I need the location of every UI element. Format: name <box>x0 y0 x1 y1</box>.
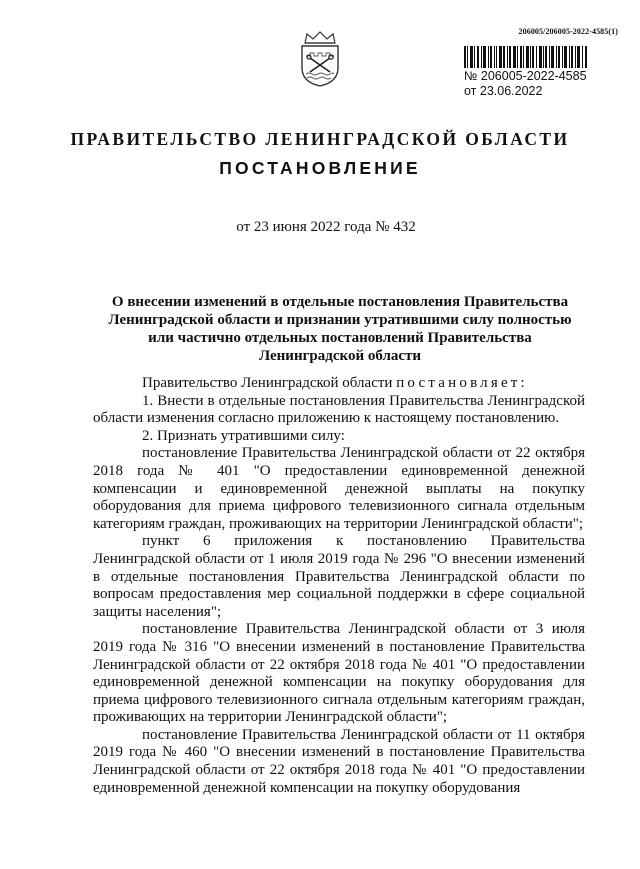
intro-text: Правительство Ленинградской области <box>142 375 397 391</box>
decree-verb: постановляет: <box>396 375 528 391</box>
document-type-title: ПОСТАНОВЛЕНИЕ <box>219 158 421 178</box>
registration-date: от 23.06.2022 <box>464 84 543 98</box>
government-title: ПРАВИТЕЛЬСТВО ЛЕНИНГРАДСКОЙ ОБЛАСТИ <box>70 129 570 149</box>
document-date-number: от 23 июня 2022 года № 432 <box>236 219 416 235</box>
paragraph: постановление Правительства Ленинградской области от 11 октября 2019 года № 460 "О внесении изменений в постановление Правительства Ленинградской области от 22 октября 2018 года № 401 "О предоставлении единовременной денежной компенсации на покупку оборудования <box>93 726 585 796</box>
paragraph: пункт 6 приложения к постановлению Правительства Ленинградской области от 1 июля 2019 года № 296 "О внесении изменений в отдельные постановления Правительства Ленинградской области по вопросам предоставления мер социальной поддержки в сфере социальной защиты населения"; <box>93 533 585 620</box>
document-subject: О внесении изменений в отдельные постановления Правительства Ленинградской области и признании утратившими силу полностью или частично отдельных постановлений Правительства Ленинградской области <box>108 294 572 364</box>
intro-paragraph <box>93 375 585 393</box>
document-body <box>93 375 585 797</box>
registration-number: № 206005-2022-4585 <box>464 69 587 83</box>
paragraph: 1. Внести в отдельные постановления Правительства Ленинградской области изменения согласно приложению к настоящему постановлению. <box>93 392 585 427</box>
paragraph: постановление Правительства Ленинградской области от 22 октября 2018 года № 401 "О предоставлении единовременной денежной компенсации и единовременной денежной выплаты на покупку оборудования для приема цифрового телевизионного сигнала отдельным категориям граждан, проживающих на территории Ленинградской области"; <box>93 445 585 532</box>
barcode <box>464 46 588 68</box>
paragraph: постановление Правительства Ленинградской области от 3 июля 2019 года № 316 "О внесении изменений в постановление Правительства Ленинградской области от 22 октября 2018 года № 401 "О предоставлении единовременной денежной компенсации на покупку оборудования для приема цифрового телевизионного сигнала отдельным категориям граждан, проживающих на территории Ленинградской области"; <box>93 621 585 726</box>
coat-of-arms-emblem <box>297 30 343 88</box>
paragraph: 2. Признать утратившими силу: <box>142 427 345 444</box>
document-code: 206005/206005-2022-4585(1) <box>518 27 618 36</box>
